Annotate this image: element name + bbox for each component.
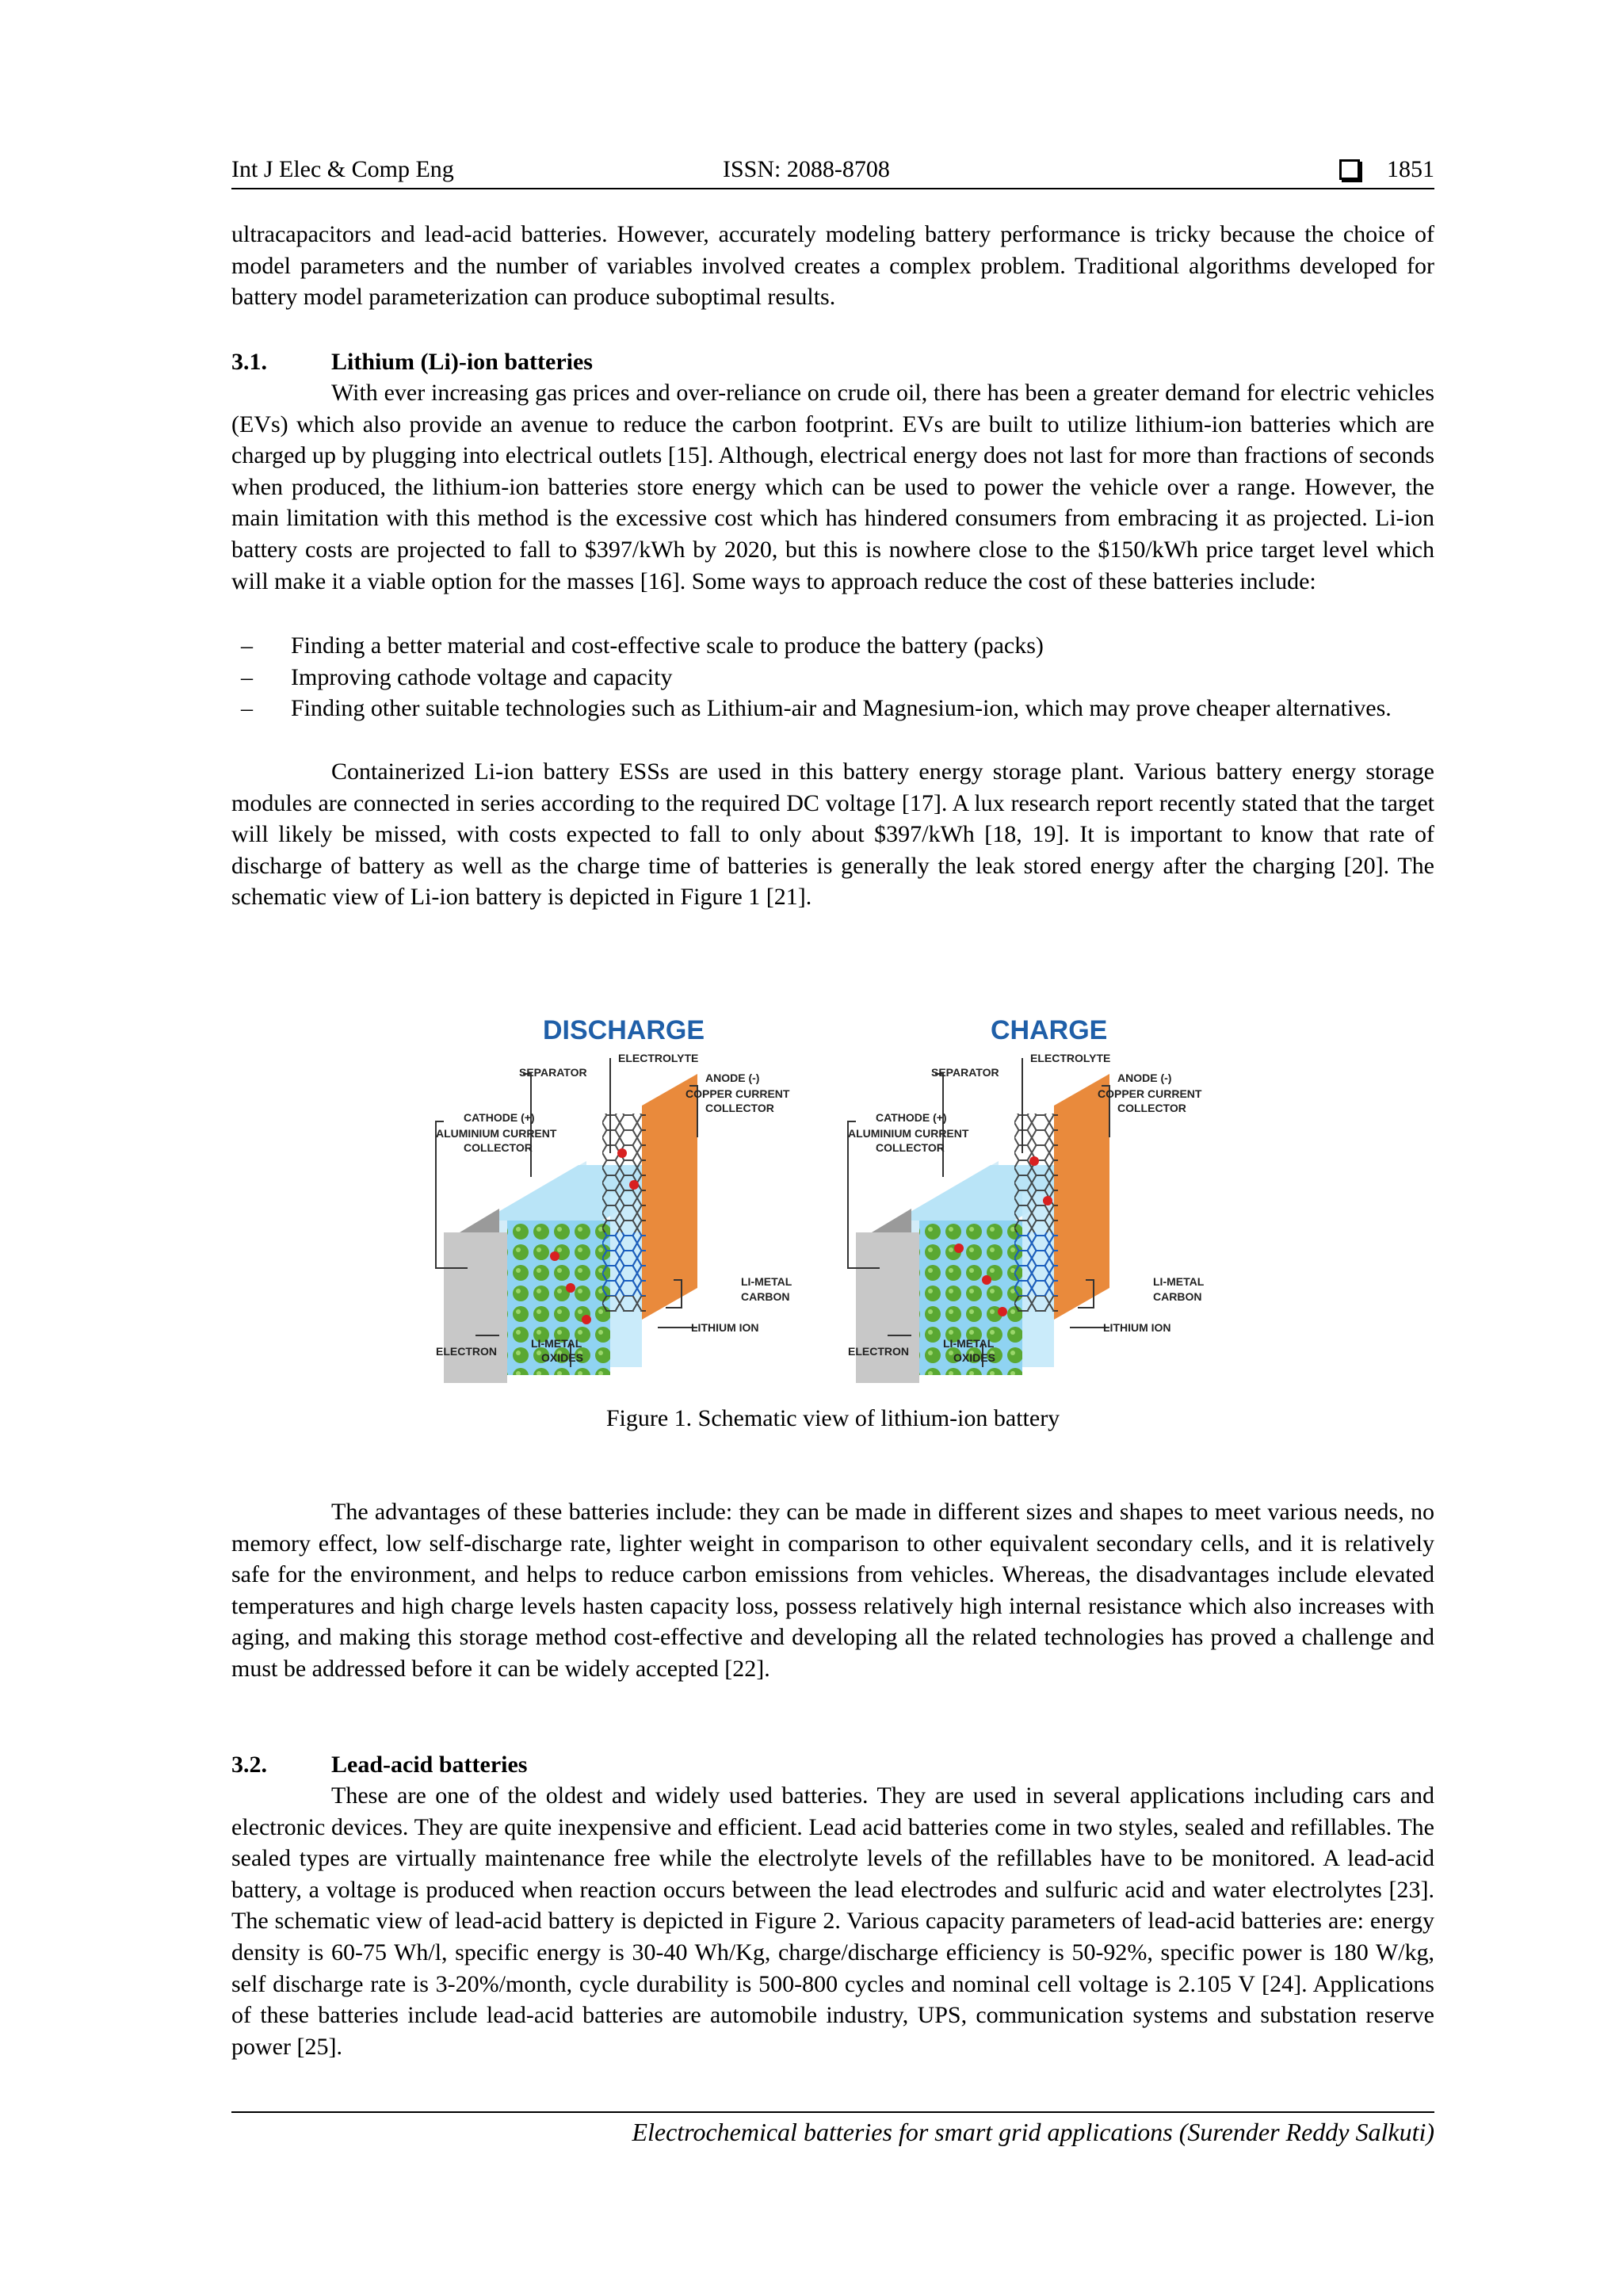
anode-collector — [642, 1074, 697, 1320]
section-3-1-paragraph-3: The advantages of these batteries include: they can be made in different sizes and shapes to meet various needs, no memory effect, low self-discharge rate, lighter weight in comparison to other equivalent secondary cells, and it is relatively safe for the environment, and helps to reduce carbon emissions from vehicles. Whereas, the disadvantages include elevated temperatures and high charge levels hasten capacity loss, possess relatively high internal resistance which also increases with aging, and making this storage method cost-effective and developing all the related technologies has proved a challenge and must be addressed before it can be widely accepted [22]. — [231, 1499, 1434, 1682]
label-aluminium-current: ALUMINIUM CURRENT — [436, 1127, 557, 1140]
running-header-page — [1339, 155, 1434, 184]
section-3-2-paragraph-1: These are one of the oldest and widely used batteries. They are used in several applications including cars and electronic devices. They are quite inexpensive and efficient. Lead acid batteries come in two styles, sealed and refillables. The sealed types are virtually maintenance free while the electrolyte levels of the refillables have to be monitored. A lead-acid battery, a voltage is produced when reaction occurs between the lead electrodes and sulfuric acid and water electrolytes [23]. The schematic view of lead-acid battery is depicted in Figure 2. Various capacity parameters of lead-acid batteries are: energy density is 60-75 Wh/l, specific energy is 30-40 Wh/Kg, charge/discharge efficiency is 50-92%, specific power is 180 W/kg, self discharge rate is 3-20%/month, cycle durability is 500-800 cycles and nominal cell voltage is 2.105 V [24]. Applications of these batteries include lead-acid batteries are automobile industry, UPS, communication systems and substation reserve power [25]. — [231, 1782, 1434, 2060]
label-lithium-ion: LITHIUM ION — [1103, 1321, 1171, 1334]
label-electron: ELECTRON — [436, 1345, 497, 1358]
label-li-metal-oxides: LI-METAL — [531, 1337, 582, 1350]
figure-caption: Figure 1. Schematic view of lithium-ion battery — [605, 1405, 1060, 1431]
lithium-ion-dot — [550, 1251, 559, 1261]
label-electrolyte: ELECTROLYTE — [1030, 1052, 1111, 1064]
label-carbon: CARBON — [741, 1290, 790, 1303]
label-li-metal: LI-METAL — [741, 1275, 792, 1288]
label-copper-current: COPPER CURRENT — [685, 1087, 790, 1100]
label-lithium-ion: LITHIUM ION — [691, 1321, 759, 1334]
label-aluminium-current: ALUMINIUM CURRENT — [848, 1127, 969, 1140]
label-cathode: CATHODE (+) — [876, 1111, 947, 1124]
lithium-ion-dot — [617, 1148, 627, 1158]
bullet-list — [231, 630, 1434, 724]
label-carbon: CARBON — [1153, 1290, 1202, 1303]
section-3-1-paragraph-2: Containerized Li-ion battery ESSs are used in this battery energy storage plant. Various battery energy storage modules are connected in series according to the required DC voltage [17]. A lux research report recently stated that the target will likely be missed, with costs expected to fall to only about $397/kWh [18, 19]. It is important to know that rate of discharge of battery as well as the charge time of batteries is generally the leak stored energy after the charging [20]. The schematic view of Li-ion battery is depicted in Figure 1 [21]. — [231, 758, 1434, 911]
lithium-ion-dot — [1029, 1156, 1039, 1166]
list-item: – Improving cathode voltage and capacity — [231, 662, 1434, 693]
list-item: – Finding other suitable technologies such as Lithium-air and Magnesium-ion, which may prove cheaper alternatives. — [231, 693, 1434, 724]
header-rule — [231, 188, 1434, 189]
dash-bullet: – — [241, 663, 253, 690]
section-3-1-paragraph-1: With ever increasing gas prices and over-reliance on crude oil, there has been a greater demand for electric vehicles (EVs) which also provide an avenue to reduce the carbon footprint. EVs are built to utilize lithium-ion batteries which are charged up by plugging into electrical outlets [15]. Although, electrical energy does not last for more than fractions of seconds when produced, the lithium-ion batteries store energy which can be used to power the vehicle over a range. However, the main limitation with this method is the excessive cost which has hindered consumers from embracing it as projected. Li-ion battery costs are projected to fall to $397/kWh by 2020, but this is nowhere close to the $150/kWh price target level which will make it a viable option for the masses [16]. Some ways to approach reduce the cost of these batteries include: — [231, 380, 1434, 594]
section-heading-3-2 — [231, 1749, 527, 1781]
label-cathode: CATHODE (+) — [464, 1111, 535, 1124]
dash-bullet: – — [241, 695, 253, 722]
aluminium-collector — [444, 1232, 507, 1383]
section-heading-3-1 — [231, 346, 593, 378]
running-header-journal: Int J Elec & Comp Eng — [231, 156, 454, 182]
list-item: – Finding a better material and cost-effective scale to produce the battery (packs) — [231, 630, 1434, 662]
label-copper-collector: COLLECTOR — [1117, 1102, 1186, 1114]
label-oxides: OXIDES — [953, 1351, 995, 1364]
section-title: Lithium (Li)-ion batteries — [331, 349, 593, 375]
li-metal-carbon — [1014, 1232, 1058, 1296]
lithium-ion-schematic-figure — [428, 995, 1236, 1383]
label-li-metal-oxides: LI-METAL — [943, 1337, 995, 1350]
label-aluminium-collector: COLLECTOR — [464, 1141, 533, 1154]
discharge-panel — [436, 1015, 792, 1383]
panel-title: CHARGE — [991, 1015, 1108, 1045]
intro-paragraph: ultracapacitors and lead-acid batteries. However, accurately modeling battery performance is tricky because the choice of model parameters and the number of variables involved creates a complex problem. Traditional algorithms developed for battery model parameterization can produce suboptimal results. — [231, 221, 1434, 311]
page-number: 1851 — [1387, 156, 1434, 182]
section-number: 3.2. — [231, 1752, 267, 1778]
running-footer: Electrochemical batteries for smart grid applications (Surender Reddy Salkuti) — [632, 2118, 1434, 2146]
aluminium-collector — [856, 1232, 919, 1383]
lithium-ion-dot — [629, 1180, 639, 1190]
lithium-ion-dot — [1043, 1196, 1052, 1205]
li-metal-carbon — [602, 1232, 646, 1296]
label-aluminium-collector: COLLECTOR — [876, 1141, 945, 1154]
label-electrolyte: ELECTROLYTE — [618, 1052, 699, 1064]
section-title: Lead-acid batteries — [331, 1752, 528, 1778]
lithium-ion-dot — [954, 1244, 964, 1253]
section-number: 3.1. — [231, 349, 267, 375]
running-header-issn: ISSN: 2088-8708 — [723, 156, 890, 182]
dash-bullet: – — [241, 632, 253, 659]
label-li-metal: LI-METAL — [1153, 1275, 1205, 1288]
lithium-ion-dot — [982, 1275, 991, 1285]
square-bullet-icon — [1339, 159, 1360, 180]
footer-rule — [231, 2111, 1434, 2113]
label-electron: ELECTRON — [848, 1345, 909, 1358]
lithium-ion-dot — [998, 1307, 1007, 1316]
lithium-ion-dot — [582, 1315, 591, 1324]
label-oxides: OXIDES — [541, 1351, 583, 1364]
label-anode: ANODE (-) — [705, 1072, 760, 1084]
label-separator: SEPARATOR — [519, 1066, 587, 1079]
label-separator: SEPARATOR — [931, 1066, 999, 1079]
charge-panel — [848, 1015, 1205, 1383]
lithium-ion-dot — [566, 1283, 575, 1293]
panel-title: DISCHARGE — [543, 1015, 705, 1045]
label-copper-collector: COLLECTOR — [705, 1102, 774, 1114]
anode-collector — [1054, 1074, 1109, 1320]
label-copper-current: COPPER CURRENT — [1098, 1087, 1202, 1100]
label-anode: ANODE (-) — [1117, 1072, 1172, 1084]
